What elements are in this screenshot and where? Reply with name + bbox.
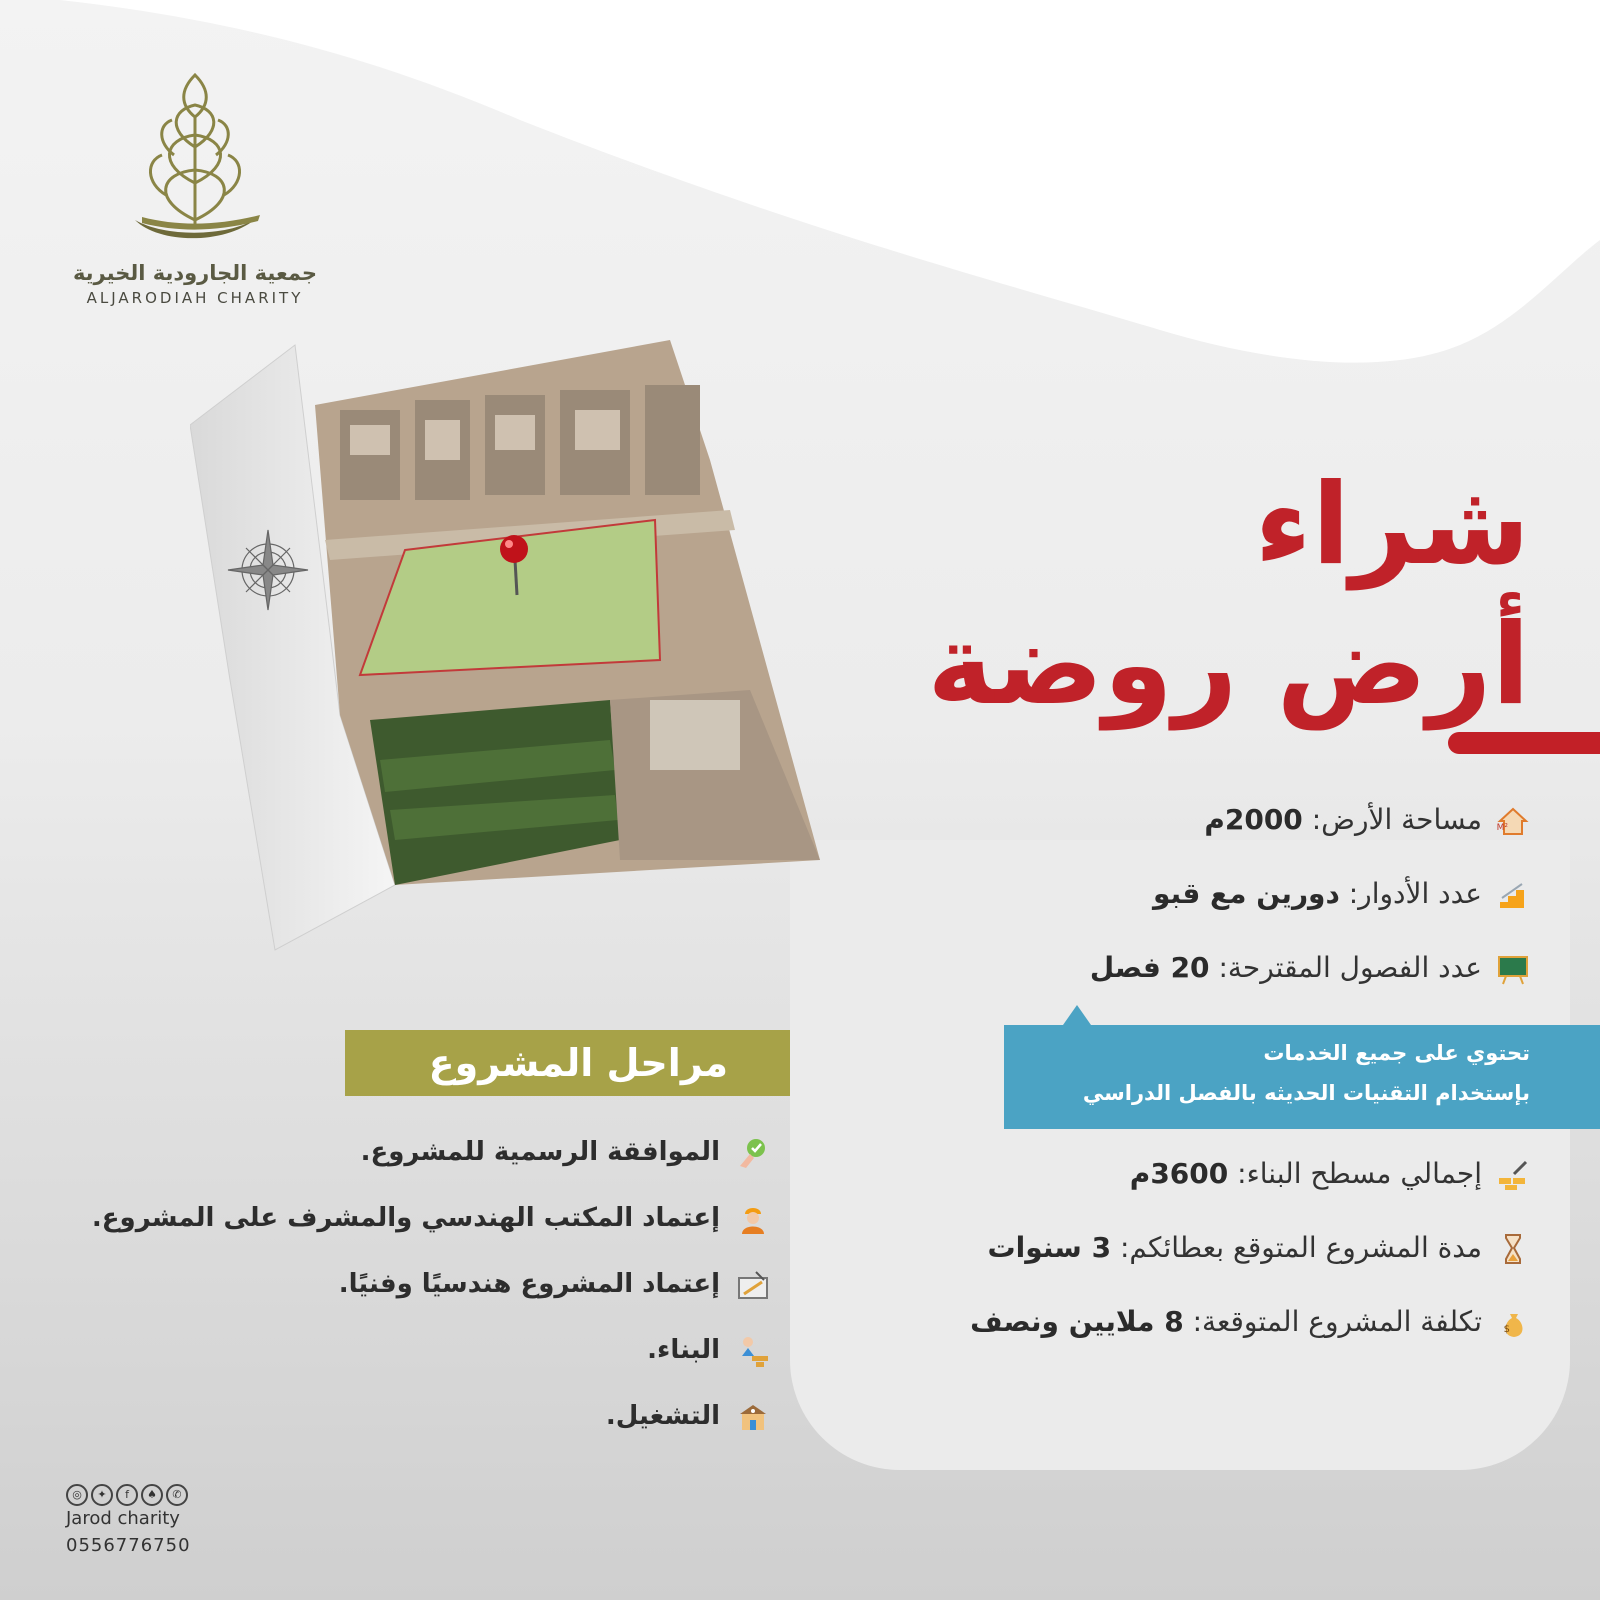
page-title <box>910 455 1530 735</box>
school-building-icon <box>736 1400 770 1434</box>
phases-heading <box>345 1030 790 1096</box>
phase-item <box>50 1328 770 1372</box>
spec-value: 20 فصل <box>1089 951 1210 984</box>
phase-text: إعتماد المكتب الهندسي والمشرف على المشروع. <box>91 1203 720 1233</box>
spec-land-area <box>730 798 1530 842</box>
builder-icon <box>736 1334 770 1368</box>
title-line-2: أرض روضة <box>927 600 1530 730</box>
wheat-logo-icon <box>100 65 290 255</box>
twitter-icon[interactable]: ✦ <box>91 1484 113 1506</box>
title-line-1: شراء <box>1254 460 1530 590</box>
services-callout <box>1004 1025 1600 1129</box>
spec-label: مدة المشروع المتوقع بعطائكم: <box>1119 1231 1482 1264</box>
spec-value: 3600م <box>1129 1157 1229 1190</box>
callout-pointer <box>1063 1005 1091 1025</box>
check-approval-icon <box>736 1136 770 1170</box>
callout-line-2: بإستخدام التقنيات الحديثه بالفصل الدراسي <box>1082 1081 1530 1105</box>
trowel-bricks-icon <box>1496 1158 1530 1192</box>
charity-logo <box>60 65 330 325</box>
footer-account-name: Jarod charity <box>66 1508 180 1529</box>
phase-text: التشغيل. <box>605 1401 720 1431</box>
spec-building-area <box>730 1152 1530 1196</box>
phase-text: البناء. <box>647 1335 720 1365</box>
logo-name-arabic: جمعية الجارودية الخيرية <box>72 261 318 285</box>
spec-value: دورين مع قبو <box>1152 877 1340 910</box>
spec-label: عدد الفصول المقترحة: <box>1218 951 1482 984</box>
phase-text: الموافقة الرسمية للمشروع. <box>360 1137 720 1167</box>
phase-text: إعتماد المشروع هندسيًا وفنيًا. <box>338 1269 720 1299</box>
callout-line-1: تحتوي على جميع الخدمات <box>1263 1041 1530 1065</box>
spec-cost <box>730 1300 1530 1344</box>
blackboard-icon <box>1496 952 1530 986</box>
snapchat-icon[interactable]: ♠ <box>141 1484 163 1506</box>
phase-item <box>50 1394 770 1438</box>
blueprint-icon <box>736 1268 770 1302</box>
instagram-icon[interactable]: ◎ <box>66 1484 88 1506</box>
phase-item <box>50 1262 770 1306</box>
spec-label: إجمالي مسطح البناء: <box>1237 1157 1482 1190</box>
spec-label: تكلفة المشروع المتوقعة: <box>1192 1305 1482 1338</box>
title-underline <box>1448 732 1600 754</box>
spec-duration <box>730 1226 1530 1270</box>
spec-label: مساحة الأرض: <box>1311 803 1482 836</box>
phases-heading-label: مراحل المشروع <box>428 1041 728 1085</box>
stairs-icon <box>1496 878 1530 912</box>
phase-item <box>50 1130 770 1174</box>
social-icons <box>66 1484 196 1506</box>
spec-floors <box>730 872 1530 916</box>
logo-name-english: ALJARODIAH CHARITY <box>86 289 304 307</box>
money-bag-icon <box>1496 1306 1530 1340</box>
footer-phone: 0556776750 <box>66 1535 191 1556</box>
facebook-icon[interactable]: f <box>116 1484 138 1506</box>
spec-label: عدد الأدوار: <box>1348 877 1482 910</box>
svg-text:$: $ <box>1503 1324 1510 1335</box>
spec-value: 2000م <box>1204 803 1303 836</box>
hourglass-icon <box>1496 1232 1530 1266</box>
spec-value: 8 ملايين ونصف <box>970 1305 1184 1338</box>
whatsapp-icon[interactable]: ✆ <box>166 1484 188 1506</box>
spec-classrooms <box>730 946 1530 990</box>
spec-value: 3 سنوات <box>987 1231 1112 1264</box>
house-area-icon <box>1496 804 1530 838</box>
svg-text:M²: M² <box>1496 823 1508 833</box>
engineer-icon <box>736 1202 770 1236</box>
phase-item <box>50 1196 770 1240</box>
